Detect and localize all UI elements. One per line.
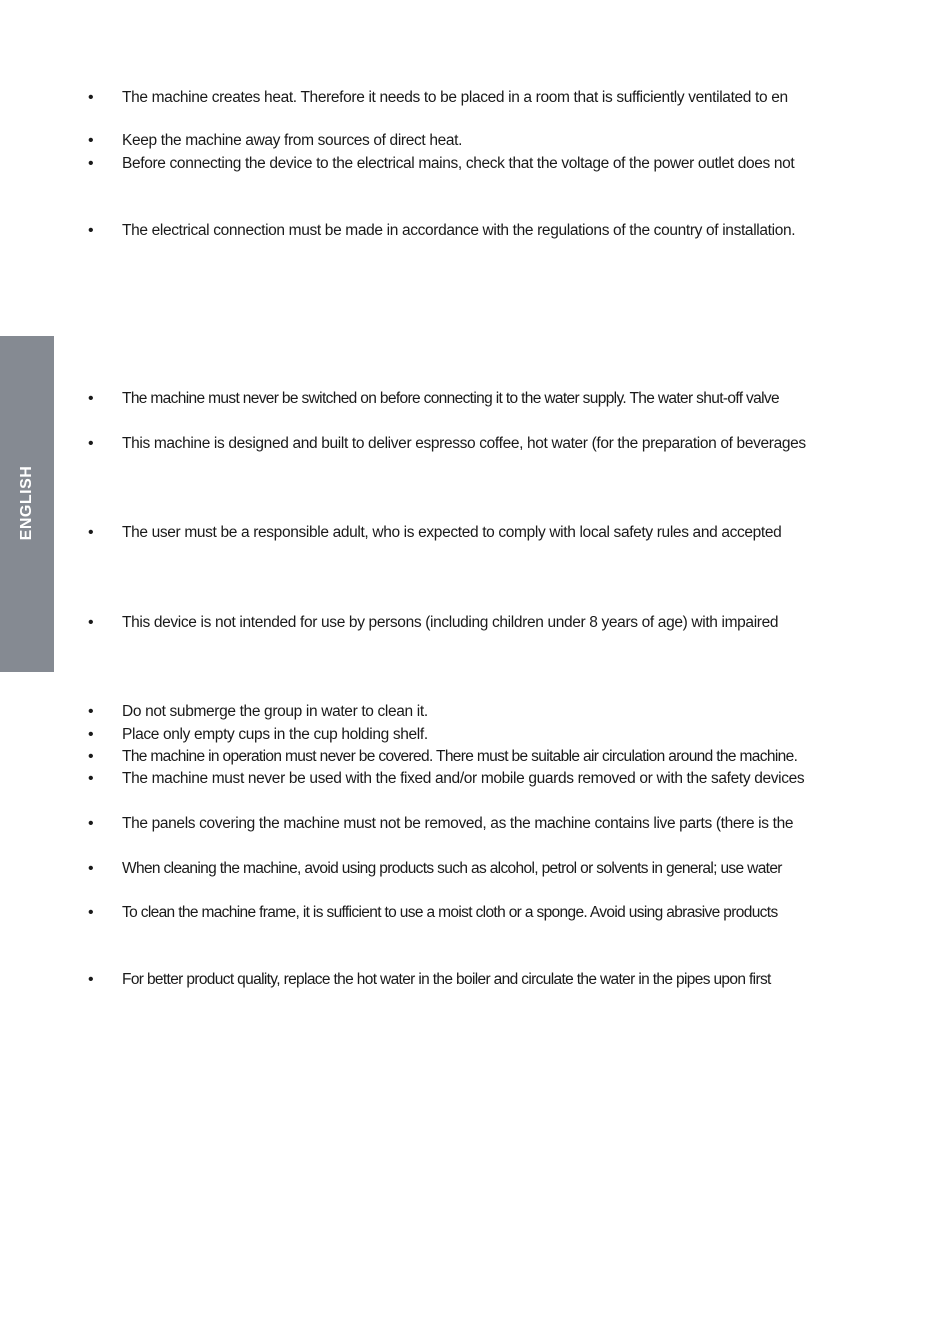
list-item-text: When cleaning the machine, avoid using products such as alcohol, petrol or solvents in general; use water	[122, 860, 782, 877]
list-item-text: Before connecting the device to the electrical mains, check that the voltage of the power outlet does not	[122, 155, 795, 172]
list-item-text: Do not submerge the group in water to clean it.	[122, 703, 428, 720]
list-item-text: The user must be a responsible adult, who is expected to comply with local safety rules and accepted	[122, 524, 782, 541]
list-item	[88, 389, 888, 409]
bullet-icon: •	[88, 770, 94, 787]
list-item	[88, 903, 888, 923]
list-item	[88, 523, 888, 543]
list-item	[88, 131, 888, 151]
bullet-icon: •	[88, 971, 94, 988]
list-item	[88, 88, 888, 108]
list-item	[88, 814, 888, 834]
bullet-icon: •	[88, 703, 94, 720]
list-item-text: This machine is designed and built to deliver espresso coffee, hot water (for the preparation of beverages	[122, 435, 806, 452]
list-item-text: For better product quality, replace the hot water in the boiler and circulate the water in the pipes upon first	[122, 971, 771, 988]
list-item-text: The electrical connection must be made in accordance with the regulations of the country of installation.	[122, 222, 796, 239]
list-item	[88, 702, 888, 722]
list-item	[88, 154, 888, 174]
list-item	[88, 613, 888, 633]
list-item-text: The panels covering the machine must not be removed, as the machine contains live parts (there is the	[122, 815, 794, 832]
list-item-text: Keep the machine away from sources of direct heat.	[122, 132, 463, 149]
list-item-text: The machine in operation must never be covered. There must be suitable air circulation around the machine.	[122, 748, 798, 765]
list-item	[88, 434, 888, 454]
bullet-icon: •	[88, 390, 94, 407]
list-item-text: The machine must never be switched on before connecting it to the water supply. The water shut-off valve	[122, 390, 779, 407]
list-item	[88, 221, 888, 241]
bullet-icon: •	[88, 435, 94, 452]
list-item	[88, 747, 888, 767]
bullet-icon: •	[88, 748, 94, 765]
list-item-text: The machine must never be used with the fixed and/or mobile guards removed or with the safety devices	[122, 770, 805, 787]
list-item-text: The machine creates heat. Therefore it needs to be placed in a room that is sufficiently ventilated to en	[122, 89, 788, 106]
bullet-icon: •	[88, 815, 94, 832]
bullet-icon: •	[88, 155, 94, 172]
list-item	[88, 970, 888, 990]
list-item	[88, 769, 888, 789]
bullet-icon: •	[88, 222, 94, 239]
bullet-icon: •	[88, 904, 94, 921]
bullet-icon: •	[88, 726, 94, 743]
list-item-text: To clean the machine frame, it is sufficient to use a moist cloth or a sponge. Avoid using abrasive products	[122, 904, 778, 921]
list-item-text: This device is not intended for use by persons (including children under 8 years of age) with impaired	[122, 614, 779, 631]
bullet-icon: •	[88, 614, 94, 631]
bullet-icon: •	[88, 89, 94, 106]
list-item	[88, 725, 888, 745]
bullet-icon: •	[88, 524, 94, 541]
bullet-icon: •	[88, 132, 94, 149]
language-tab-label: ENGLISH	[18, 465, 35, 541]
list-item	[88, 859, 888, 879]
bullet-icon: •	[88, 860, 94, 877]
list-item-text: Place only empty cups in the cup holding shelf.	[122, 726, 428, 743]
